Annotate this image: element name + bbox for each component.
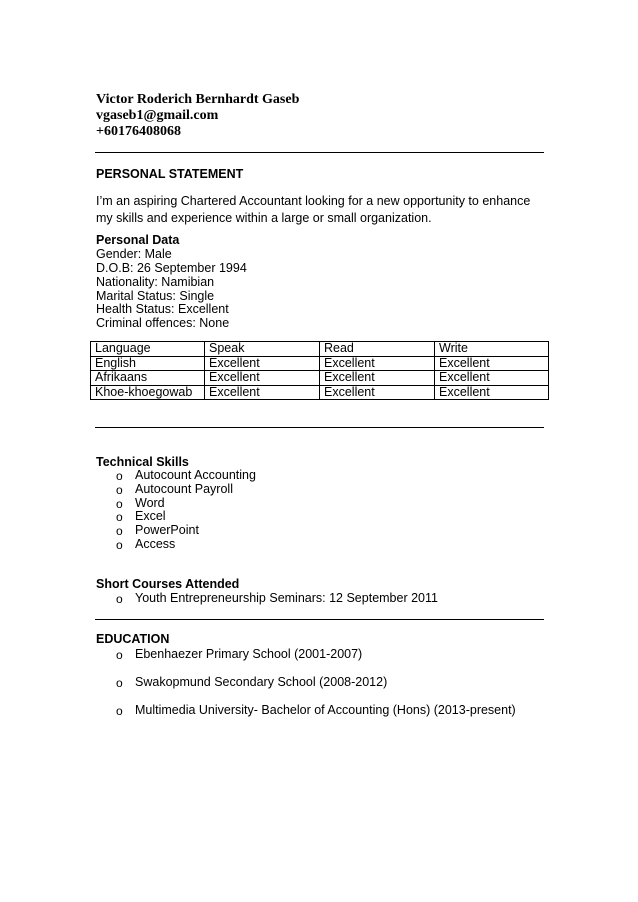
table-cell: Excellent [320,356,435,371]
bullet-icon: o [116,524,123,538]
candidate-phone: +60176408068 [96,124,181,139]
list-item: Multimedia University- Bachelor of Accounting (Hons) (2013-present) [135,703,516,717]
list-item: Autocount Accounting [135,468,256,482]
list-item: Excel [135,509,166,523]
table-header-row [91,342,549,357]
language-table [90,341,549,400]
table-row [91,385,549,400]
bullet-icon: o [116,510,123,524]
personal-statement-heading: PERSONAL STATEMENT [96,167,244,181]
personal-data-nationality: Nationality: Namibian [96,275,215,289]
list-item: PowerPoint [135,523,199,537]
personal-data-gender: Gender: Male [96,247,172,261]
personal-data-health-status: Health Status: Excellent [96,302,229,316]
personal-data-heading: Personal Data [96,233,180,247]
candidate-email: vgaseb1@gmail.com [96,108,219,123]
short-courses-heading: Short Courses Attended [96,577,240,591]
list-item: Autocount Payroll [135,482,233,496]
section-divider [95,427,544,428]
bullet-icon: o [116,497,123,511]
bullet-icon: o [116,483,123,497]
table-cell: Excellent [435,371,549,386]
bullet-icon: o [116,592,123,606]
table-header-cell: Speak [205,342,320,357]
bullet-icon: o [116,676,123,690]
table-cell: Afrikaans [91,371,205,386]
list-item: Youth Entrepreneurship Seminars: 12 September 2011 [135,591,438,605]
candidate-name: Victor Roderich Bernhardt Gaseb [96,92,300,107]
table-header-cell: Language [91,342,205,357]
education-heading: EDUCATION [96,632,170,646]
bullet-icon: o [116,469,123,483]
table-cell: Excellent [205,385,320,400]
section-divider [95,619,544,620]
table-header-cell: Read [320,342,435,357]
list-item: Access [135,537,176,551]
list-item: Word [135,496,165,510]
table-cell: Excellent [205,371,320,386]
list-item: Ebenhaezer Primary School (2001-2007) [135,647,363,661]
bullet-icon: o [116,538,123,552]
section-divider [95,152,544,153]
table-cell: Excellent [320,385,435,400]
table-row [91,371,549,386]
bullet-icon: o [116,704,123,718]
table-row [91,356,549,371]
table-header-cell: Write [435,342,549,357]
personal-data-criminal-offences: Criminal offences: None [96,316,230,330]
table-cell: Excellent [435,356,549,371]
personal-statement-text: I’m an aspiring Chartered Accountant looking for a new opportunity to enhance my skills and experience within a large or small organization. [96,194,531,225]
table-cell: Excellent [435,385,549,400]
table-cell: Excellent [205,356,320,371]
list-item: Swakopmund Secondary School (2008-2012) [135,675,388,689]
table-cell: English [91,356,205,371]
technical-skills-heading: Technical Skills [96,455,189,469]
bullet-icon: o [116,648,123,662]
table-cell: Khoe-khoegowab [91,385,205,400]
table-cell: Excellent [320,371,435,386]
personal-data-dob: D.O.B: 26 September 1994 [96,261,247,275]
personal-data-marital-status: Marital Status: Single [96,289,215,303]
